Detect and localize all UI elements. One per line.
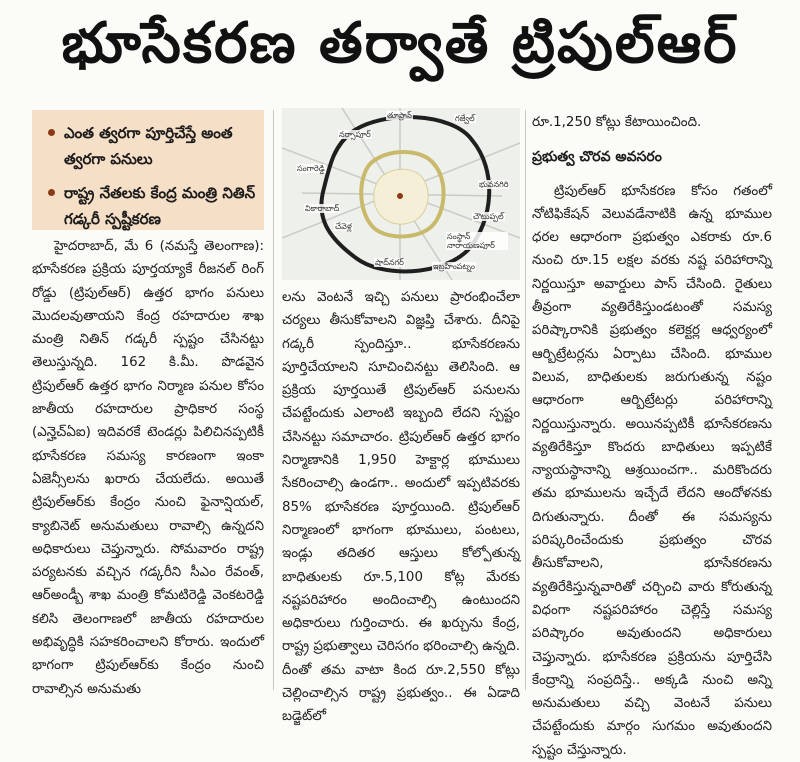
- map-label: షాద్‌నగర్: [375, 258, 404, 267]
- map-label: సంగారెడ్డి: [297, 164, 325, 173]
- column-divider: [525, 110, 526, 690]
- map-label: చౌటుప్పల్: [473, 212, 504, 221]
- article-column-2: [282, 286, 520, 725]
- article-column-1: [32, 235, 264, 697]
- highlight-item: [48, 120, 256, 172]
- bullet-icon: [48, 189, 55, 196]
- map-graphic: [282, 108, 520, 280]
- map-label: గజ్వేల్: [455, 114, 475, 123]
- headline: భూసేకరణ తర్వాతే ట్రిపుల్‌ఆర్: [61, 10, 739, 76]
- map-label: తూప్రాన్: [387, 111, 412, 120]
- bullet-icon: [48, 129, 55, 136]
- article-paragraph: లను వెంటనే ఇచ్చి పనులు ప్రారంభించేలా చర్యలు తీసుకోవాలని విజ్ఞప్తి చేశారు. దీనిపై గడ్కరీ స్పందిస్తూ.. భూసేకరణను పూర్తిచేయాలని సూచించినట్టు తెలిసింది. ఆ ప్రక్రియ పూర్తయితే ట్రిపుల్ఆర్ పనులను చేపట్టేందుకు ఎలాంటి ఇబ్బంది లేదని స్పష్టం చేసినట్టు సమాచారం. ట్రిపుల్ఆర్ ఉత్తర భాగం నిర్మాణానికి 1,950 హెక్టార్ల భూములు సేకరించాల్సి ఉండగా.. అందులో ఇప్పటివరకు 85% భూసేకరణ పూర్తయింది. ట్రిపుల్ఆర్ నిర్మాణంలో భాగంగా భూములు, పంటలు, ఇండ్లు తదితర ఆస్తులు కోల్పోతున్న బాధితులకు రూ.5,100 కోట్ల మేరకు నష్టపరిహారం అందించాల్సి ఉంటుందని అధికారులు గుర్తించారు. ఈ ఖర్చును కేంద్ర, రాష్ట్ర ప్రభుత్వాలు చెరిసగం భరించాల్సి ఉన్నది. దీంతో తమ వాటా కింద రూ.2,550 కోట్లు చెల్లించాల్సిన రాష్ట్ర ప్రభుత్వం.. ఈ ఏడాది బడ్జెట్‌లో: [282, 290, 520, 725]
- rrr-map: [282, 108, 520, 280]
- highlights-box: [32, 110, 264, 230]
- article-paragraph: రూ.1,250 కోట్లు కేటాయించింది.: [532, 115, 702, 130]
- map-label: సంస్థాన్ నారాయణపూర్: [446, 232, 508, 250]
- article-paragraph: హైదరాబాద్, మే 6 (నమస్తే తెలంగాణ): భూసేకరణ ప్రక్రియ పూర్తయ్యాకే రీజనల్ రింగ్ రోడ్డు (ట్రిపుల్ఆర్) ఉత్తర భాగం పనులు మొదలవుతాయని కేంద్ర రహదారుల శాఖ మంత్రి నితిన్ గడ్కరీ స్పష్టం చేసినట్టు తెలుస్తున్నది. 162 కి.మీ. పొడవైన ట్రిపుల్ఆర్ ఉత్తర భాగం నిర్మాణ పనుల కోసం జాతీయ రహదారుల ప్రాధికార సంస్థ (ఎన్హెచ్ఏఐ) ఇదివరకే టెండర్లు పిలిచినప్పటికీ భూసేకరణ సమస్య కారణంగా ఇంకా ఏజెన్సీలను ఖరారు చేయలేదు. అయితే ట్రిపుల్ఆర్‌కు కేంద్రం నుంచి ఫైనాన్షియల్, క్యాబినెట్ అనుమతులు రావాల్సి ఉన్నదని అధికారులు చెప్తున్నారు. సోమవారం రాష్ట్ర పర్యటనకు వచ్చిన గడ్కరీని సీఎం రేవంత్, ఆర్అండ్బీ శాఖ మంత్రి కోమటిరెడ్డి వెంకటరెడ్డి కలిసి తెలంగాణలో జాతీయ రహదారుల అభివృద్ధికి సహకరించాలని కోరారు. ఇందులో భాగంగా ట్రిపుల్ఆర్‌కు కేంద్రం నుంచి రావాల్సిన అనుమతు: [32, 239, 264, 697]
- highlight-text: రాష్ట్ర నేతలకు కేంద్ర మంత్రి నితిన్ గడ్కరీ స్పష్టీకరణ: [64, 184, 256, 228]
- column-divider: [273, 110, 274, 690]
- map-label: ఇబ్రహీంపట్నం: [433, 262, 475, 271]
- article-column-3: [532, 111, 772, 758]
- article-paragraph: ట్రిపుల్ఆర్ భూసేకరణ కోసం గతంలో నోటిఫికేషన్ వెలువడేనాటికి ఉన్న భూముల ధరల ఆధారంగా ప్రభుత్వం ఎకరాకు రూ.6 నుంచి రూ.15 లక్షల వరకు నష్ట పరిహారాన్ని నిర్ణయిస్తూ అవార్డులు పాస్ చేసింది. రైతులు తీవ్రంగా వ్యతిరేకిస్తుండటంతో సమస్య పరిష్కారానికి ప్రభుత్వం కలెక్టర్ల ఆధ్వర్యంలో ఆర్బిట్రేటర్లను ఏర్పాటు చేసింది. భూముల విలువ, బాధితులకు జరుగుతున్న నష్టం ఆధారంగా ఆర్బిట్రేటర్లు పరిహారాన్ని నిర్ణయిస్తున్నారు. అయినప్పటికీ భూసేకరణను వ్యతిరేకిస్తూ కొందరు బాధితులు ఇప్పటికే న్యాయస్థానాన్ని ఆశ్రయించగా.. మరికొందరు తమ భూములను ఇచ్చేదే లేదని ఆందోళనకు దిగుతున్నారు. దీంతో ఈ సమస్యను పరిష్కరించేందుకు ప్రభుత్వం చొరవ తీసుకోవాలని, భూసేకరణను వ్యతిరేకిస్తున్నవారితో చర్చించి వారు కోరుతున్న విధంగా నష్టపరిహారం చెల్లిస్తే సమస్య పరిష్కారం అవుతుందని అధికారులు చెప్తున్నారు. భూసేకరణ ప్రక్రియను పూర్తిచేసి కేంద్రాన్ని సంప్రదిస్తే.. అక్కడి నుంచి అన్ని అనుమతులు వచ్చి వెంటనే పనులు చేపట్టేందుకు మార్గం సుగమం అవుతుందని స్పష్టం చేస్తున్నారు.: [532, 183, 772, 758]
- highlight-item: [48, 180, 256, 232]
- map-label: చేవెళ్ల: [335, 222, 352, 231]
- highlight-text: ఎంత త్వరగా పూర్తిచేస్తే అంత త్వరగా పనులు: [64, 124, 233, 168]
- map-label: భువనగిరి: [479, 180, 509, 189]
- map-label: వికారాబాద్: [305, 204, 340, 213]
- map-label: నర్సాపూర్: [339, 130, 371, 139]
- section-subheading: ప్రభుత్వ చొరవ అవసరం: [532, 149, 662, 166]
